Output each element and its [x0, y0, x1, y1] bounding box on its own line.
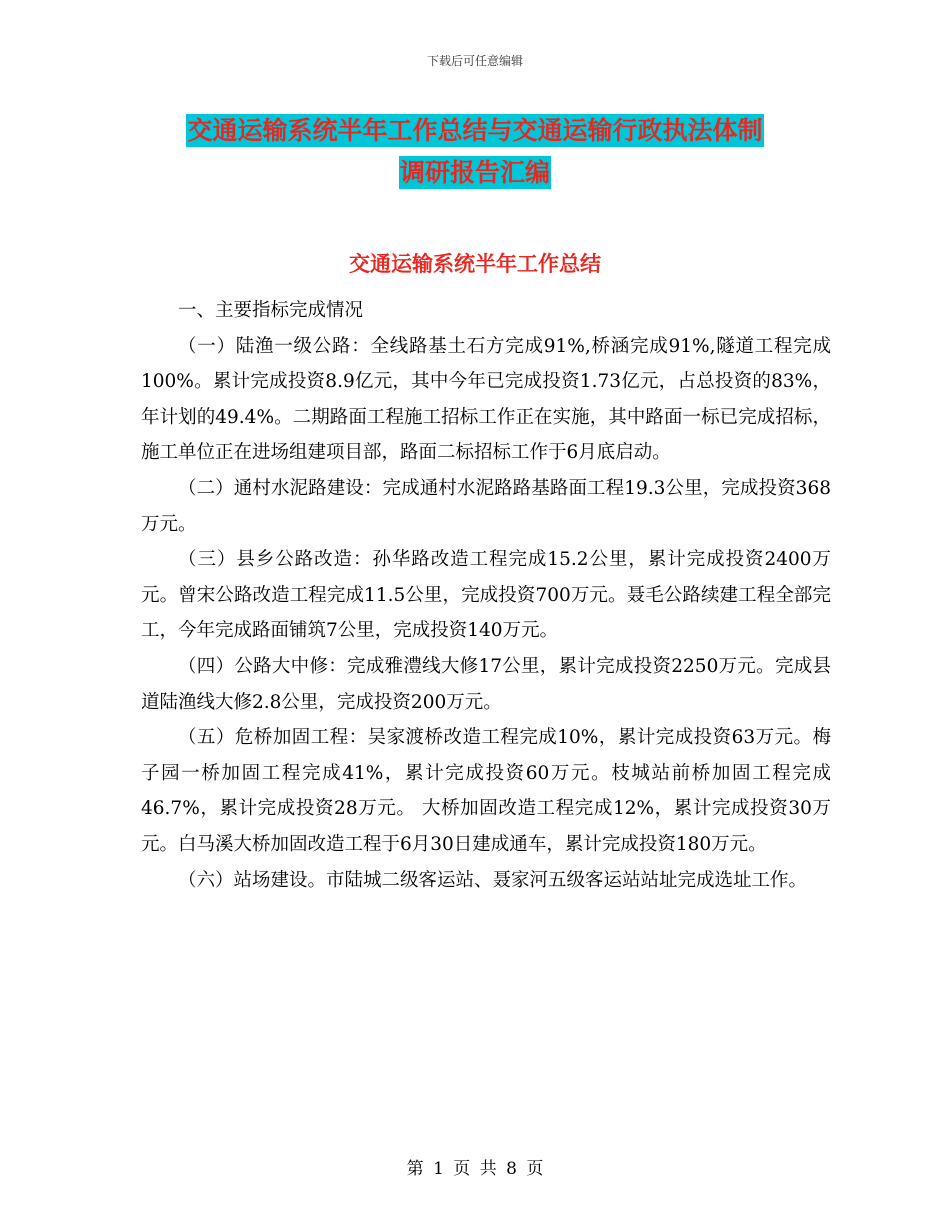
paragraph: （一）陆渔一级公路：全线路基土石方完成91%,桥涵完成91%,隧道工程完成100%。累计完成投资8.9亿元，其中今年已完成投资1.73亿元，占总投资的83%，年计划的49.4%。二期路面工程施工招标工作正在实施，其中路面一标已完成招标，施工单位正在进场组建项目部，路面二标招标工作于6月底启动。 — [141, 335, 831, 464]
document-body — [141, 293, 831, 898]
document-title-line-1 — [0, 112, 950, 150]
document-title-line-2 — [0, 154, 950, 192]
document-title-line-2-text: 调研报告汇编 — [399, 158, 550, 187]
document-title-line-1-text: 交通运输系统半年工作总结与交通运输行政执法体制 — [187, 116, 763, 145]
paragraph: 一、主要指标完成情况 — [178, 300, 364, 321]
paragraph: （四）公路大中修：完成雅澧线大修17公里，累计完成投资2250万元。完成县道陆渔线大修2.8公里，完成投资200万元。 — [141, 655, 831, 713]
header-note: 下载后可任意编辑 — [426, 54, 523, 68]
paragraph: （三）县乡公路改造：孙华路改造工程完成15.2公里，累计完成投资2400万元。曾宋公路改造工程完成11.5公里，完成投资700万元。聂毛公路续建工程全部完工，今年完成路面铺筑7公里，完成投资140万元。 — [141, 549, 831, 642]
paragraph: （五）危桥加固工程：吴家渡桥改造工程完成10%，累计完成投资63万元。梅子园一桥加固工程完成41%，累计完成投资60万元。枝城站前桥加固工程完成46.7%，累计完成投资28万元。 大桥加固改造工程完成12%，累计完成投资30万元。白马溪大桥加固改造工程于6月30日建成通车，累计完成投资180万元。 — [141, 727, 831, 855]
paragraph: （二）通村水泥路建设：完成通村水泥路路基路面工程19.3公里，完成投资368万元。 — [141, 477, 831, 535]
section-title: 交通运输系统半年工作总结 — [349, 252, 601, 276]
paragraph: （六）站场建设。市陆城二级客运站、聂家河五级客运站站址完成选址工作。 — [178, 869, 808, 891]
page-number: 第 1 页 共 8 页 — [406, 1159, 544, 1179]
